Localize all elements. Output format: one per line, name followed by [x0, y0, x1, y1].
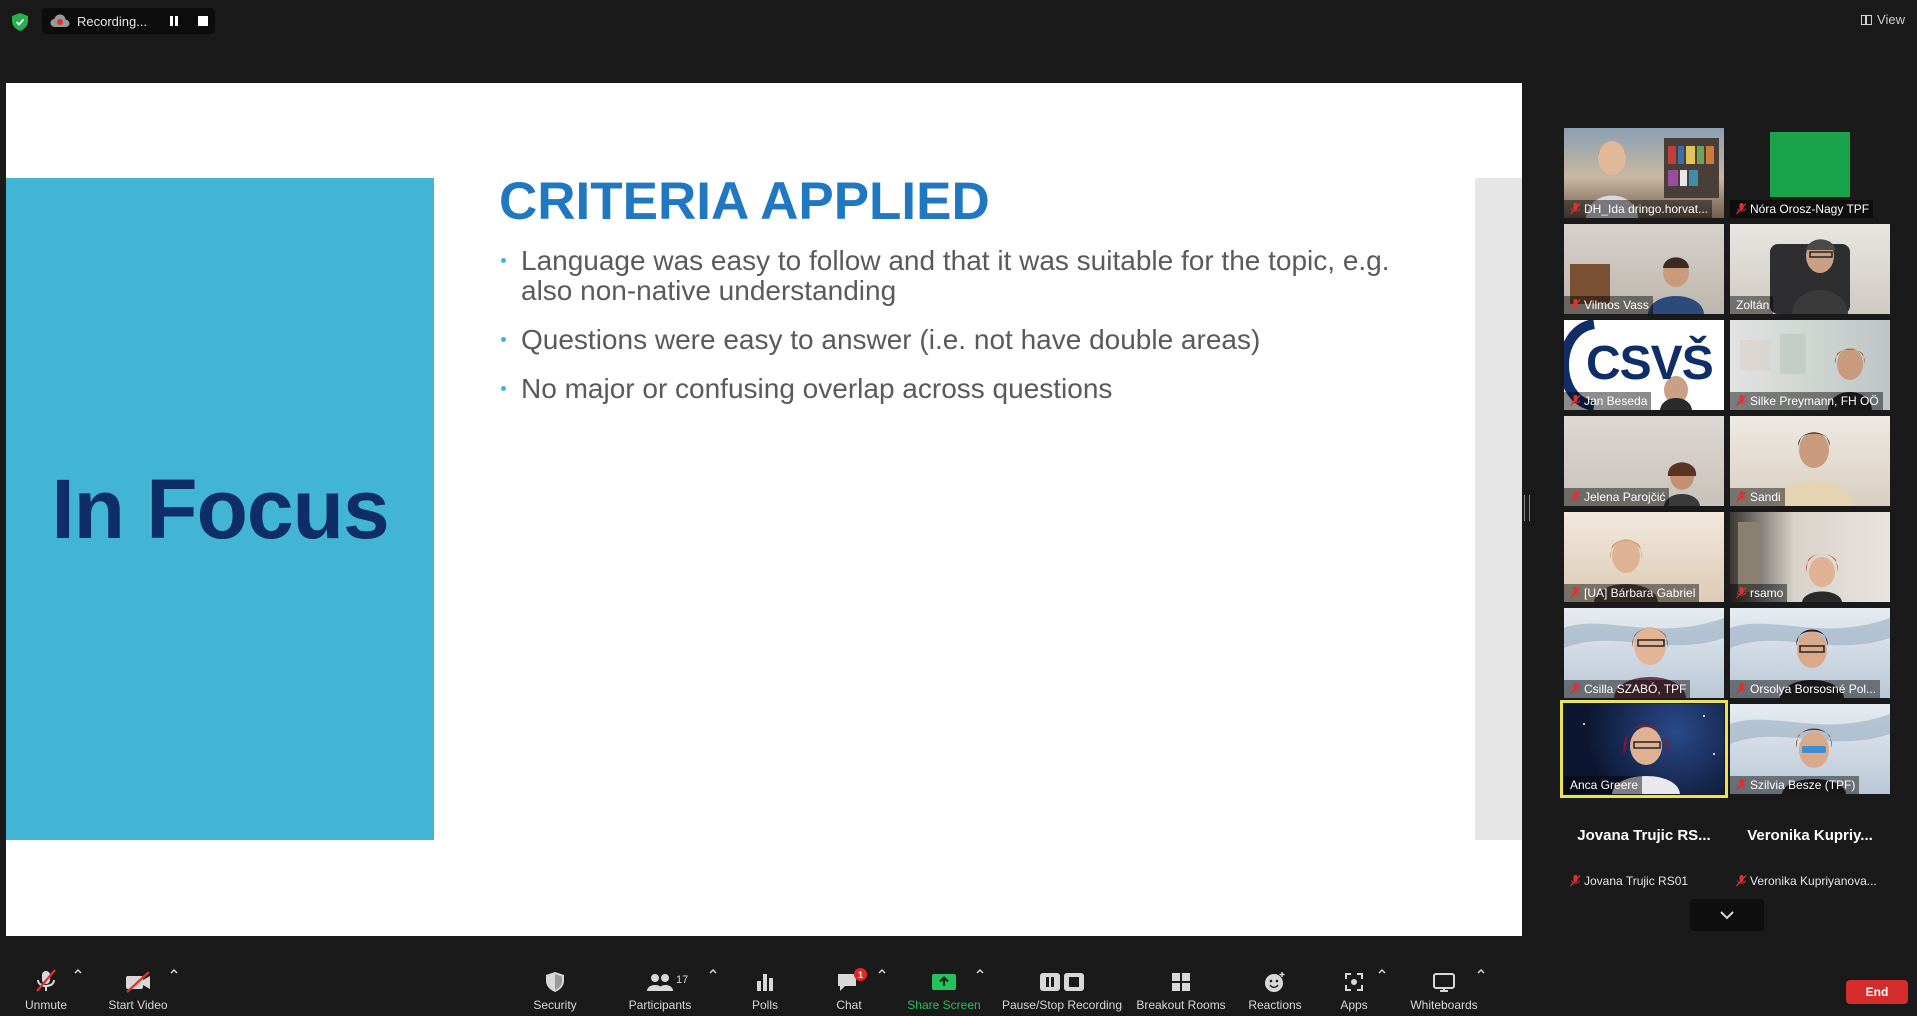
slide-bullet — [499, 325, 1399, 355]
participant-tile[interactable] — [1730, 800, 1890, 890]
participant-name: Silke Preymann, FH OÖ — [1730, 392, 1883, 410]
participant-tile[interactable] — [1564, 224, 1724, 314]
chat-options-caret-icon[interactable] — [877, 966, 887, 976]
video-off-icon — [124, 971, 152, 993]
participants-button[interactable] — [620, 958, 700, 1016]
chevron-down-icon — [1719, 910, 1735, 920]
slide-title: CRITERIA APPLIED — [499, 172, 990, 231]
share-options-caret-icon[interactable] — [975, 966, 985, 976]
bullet-dot — [501, 386, 506, 391]
participant-name: Vilmos Vass — [1564, 296, 1653, 314]
slide-bullet-list — [499, 246, 1399, 423]
recording-indicator — [42, 8, 215, 34]
muted-mic-icon — [1736, 203, 1747, 215]
participant-name: Csilla SZABÓ, TPF — [1564, 680, 1690, 698]
reactions-icon — [1263, 971, 1287, 993]
view-label: View — [1877, 12, 1905, 27]
muted-mic-icon — [1570, 203, 1581, 215]
participant-tile[interactable] — [1730, 512, 1890, 602]
slide-right-strip — [1475, 178, 1522, 840]
apps-icon — [1343, 971, 1365, 993]
muted-mic-icon — [1570, 683, 1581, 695]
muted-mic-icon — [1570, 491, 1581, 503]
pause-stop-recording-label: Pause/Stop Recording — [1001, 998, 1123, 1012]
participant-name: rsamo — [1730, 584, 1787, 602]
muted-mic-icon — [1570, 299, 1581, 311]
apps-options-caret-icon[interactable] — [1377, 966, 1387, 976]
view-layout-icon — [1861, 15, 1872, 25]
whiteboards-options-caret-icon[interactable] — [1476, 966, 1486, 976]
breakout-rooms-icon — [1170, 971, 1192, 993]
stop-recording-icon[interactable] — [198, 16, 208, 26]
participant-tile-active-speaker[interactable] — [1564, 704, 1724, 794]
participants-count: 17 — [676, 974, 689, 986]
participant-name: Jelena Parojčić — [1564, 488, 1669, 506]
participant-name: DH_Ida dringo.horvat... — [1564, 200, 1712, 218]
participant-name: Orsolya Borsosné Pol... — [1730, 680, 1880, 698]
participant-tile[interactable] — [1564, 320, 1724, 410]
participant-name: [UA] Bárbara Gabriel — [1564, 584, 1699, 602]
slide-bullet — [499, 246, 1399, 306]
slide-bullet-text: Language was easy to follow and that it was suitable for the topic, e.g. also non-native understanding — [521, 245, 1390, 306]
muted-mic-icon — [1736, 875, 1747, 887]
participant-name: Jovana Trujic RS01 — [1564, 872, 1692, 890]
slide-left-panel — [6, 178, 434, 840]
participants-icon — [645, 971, 675, 993]
participant-name: Sandi — [1730, 488, 1785, 506]
slide-bullet-text: No major or confusing overlap across questions — [521, 373, 1113, 404]
reactions-label: Reactions — [1248, 998, 1302, 1012]
muted-mic-icon — [1736, 683, 1747, 695]
share-screen-button[interactable] — [904, 958, 984, 1016]
polls-icon — [754, 971, 776, 993]
participant-tile[interactable] — [1730, 128, 1890, 218]
muted-mic-icon — [1736, 491, 1747, 503]
shared-screen-slide — [6, 83, 1522, 936]
participant-tile[interactable] — [1730, 704, 1890, 794]
share-screen-icon — [931, 971, 957, 993]
participant-tile[interactable] — [1564, 128, 1724, 218]
participant-name: Veronika Kupriyanova... — [1730, 872, 1881, 890]
participant-tile[interactable] — [1564, 800, 1724, 890]
start-video-button[interactable] — [104, 958, 172, 1016]
video-options-caret-icon[interactable] — [169, 966, 179, 976]
pause-stop-recording-icon — [1039, 971, 1085, 993]
polls-label: Polls — [751, 998, 778, 1012]
participant-display-name: Veronika Kupriy... — [1747, 827, 1873, 844]
security-label: Security — [533, 998, 577, 1012]
pause-recording-icon[interactable] — [169, 16, 179, 26]
muted-mic-icon — [1570, 875, 1581, 887]
breakout-rooms-button[interactable] — [1136, 958, 1226, 1016]
recording-label: Recording... — [77, 13, 148, 29]
meeting-toolbar — [0, 958, 1917, 1016]
slide-bullet — [499, 374, 1399, 404]
whiteboard-icon — [1432, 971, 1456, 993]
view-button[interactable] — [1861, 12, 1905, 27]
security-shield-icon — [12, 13, 28, 31]
slide-bullet-text: Questions were easy to answer (i.e. not have double areas) — [521, 324, 1261, 355]
bullet-dot — [501, 337, 506, 342]
participants-options-caret-icon[interactable] — [708, 966, 718, 976]
audio-options-caret-icon[interactable] — [73, 966, 83, 976]
participant-avatar — [1770, 132, 1850, 197]
start-video-label: Start Video — [108, 998, 168, 1012]
participant-name: Szilvia Besze (TPF) — [1730, 776, 1859, 794]
panel-resize-handle[interactable] — [1524, 495, 1530, 521]
muted-mic-icon — [33, 969, 59, 993]
participant-tile[interactable] — [1564, 416, 1724, 506]
breakout-rooms-label: Breakout Rooms — [1136, 998, 1226, 1012]
participant-name: Nóra Orosz-Nagy TPF — [1730, 200, 1873, 218]
muted-mic-icon — [1736, 587, 1747, 599]
participant-name: Jan Beseda — [1564, 392, 1651, 410]
chat-unread-badge: 1 — [854, 968, 867, 981]
shield-icon — [544, 971, 566, 993]
bullet-dot — [501, 258, 506, 263]
participant-display-name: Jovana Trujic RS... — [1577, 827, 1711, 844]
share-screen-label: Share Screen — [907, 998, 981, 1012]
polls-button[interactable] — [740, 958, 790, 1016]
participant-tile[interactable] — [1730, 608, 1890, 698]
whiteboards-button[interactable] — [1404, 958, 1484, 1016]
chat-label: Chat — [836, 998, 862, 1012]
apps-button[interactable] — [1334, 958, 1374, 1016]
cloud-recording-icon — [50, 14, 70, 28]
reactions-button[interactable] — [1244, 958, 1306, 1016]
chat-button[interactable] — [826, 958, 872, 1016]
participant-name: Zoltán — [1730, 296, 1773, 314]
pause-stop-recording-button[interactable] — [1000, 958, 1124, 1016]
security-button[interactable] — [524, 958, 586, 1016]
unmute-label: Unmute — [24, 998, 68, 1012]
participant-tile[interactable] — [1564, 608, 1724, 698]
apps-label: Apps — [1340, 998, 1368, 1012]
muted-mic-icon — [1570, 587, 1581, 599]
whiteboards-label: Whiteboards — [1410, 998, 1478, 1012]
end-meeting-button[interactable]: End — [1846, 980, 1908, 1004]
participant-name: Anca Greere — [1564, 776, 1642, 794]
participant-tile[interactable] — [1730, 320, 1890, 410]
participants-label: Participants — [628, 998, 692, 1012]
institution-logo: CSVŠ — [1586, 337, 1713, 390]
participant-tile[interactable] — [1564, 512, 1724, 602]
muted-mic-icon — [1736, 779, 1747, 791]
gallery-scroll-down-button[interactable] — [1690, 899, 1764, 931]
slide-left-panel-text: In Focus — [51, 461, 389, 556]
participant-tile[interactable] — [1730, 224, 1890, 314]
participant-tile[interactable] — [1730, 416, 1890, 506]
muted-mic-icon — [1736, 395, 1747, 407]
muted-mic-icon — [1570, 395, 1581, 407]
unmute-button[interactable] — [14, 958, 78, 1016]
